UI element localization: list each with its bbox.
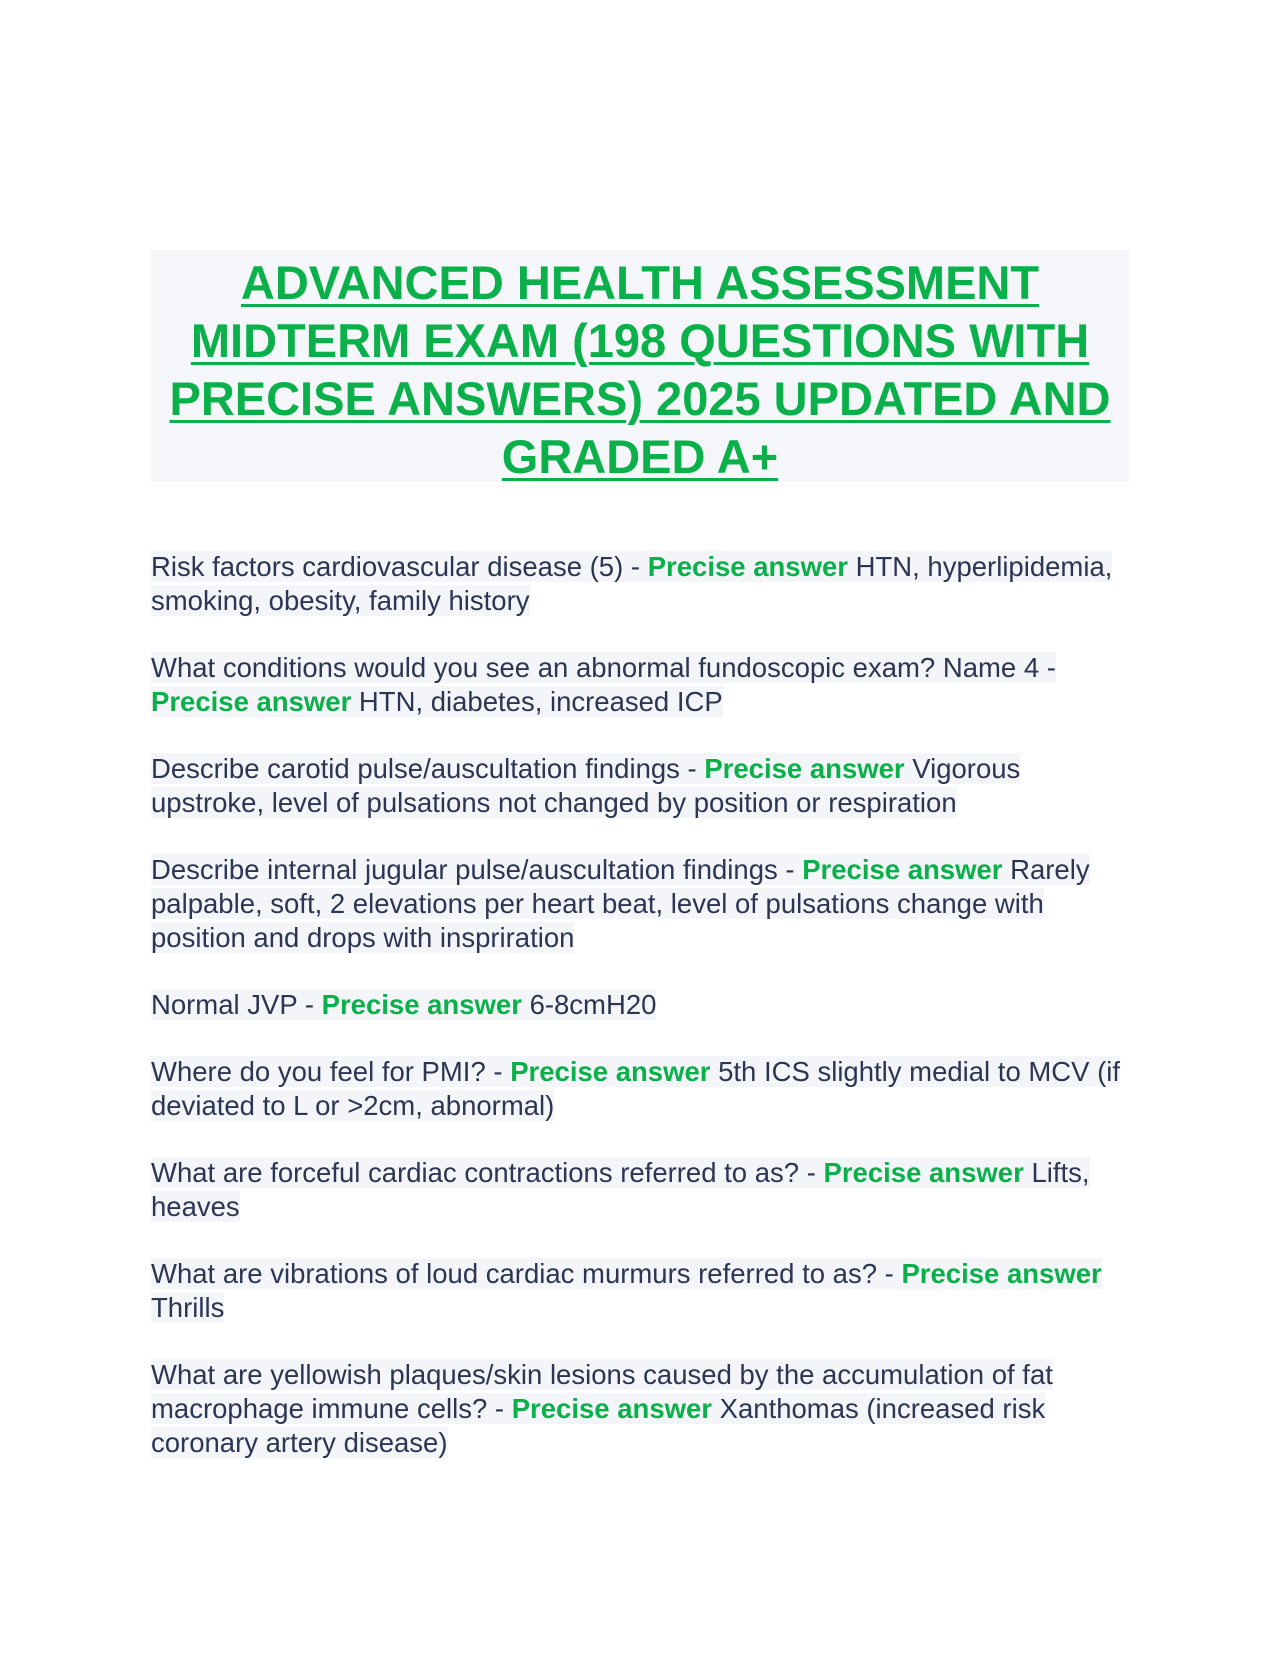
qa-item xyxy=(151,1055,1131,1123)
qa-item xyxy=(151,1257,1131,1325)
answer-text: 6-8cmH20 xyxy=(529,989,657,1020)
answer-label: Precise answer xyxy=(802,854,1003,885)
answer-label: Precise answer xyxy=(321,989,522,1020)
answer-text: Thrills xyxy=(151,1292,225,1323)
question-text: What are vibrations of loud cardiac murmurs referred to as? - xyxy=(151,1258,902,1289)
answer-label: Precise answer xyxy=(151,686,352,717)
answer-label: Precise answer xyxy=(510,1056,711,1087)
qa-item xyxy=(151,988,1131,1022)
answer-label: Precise answer xyxy=(511,1393,712,1424)
qa-item xyxy=(151,651,1131,719)
answer-label: Precise answer xyxy=(704,753,905,784)
answer-text: Vigorous upstroke, level of pulsations not changed by position or respiration xyxy=(151,753,1021,818)
qa-item xyxy=(151,1156,1131,1224)
document-title: ADVANCED HEALTH ASSESSMENT MIDTERM EXAM (198 QUESTIONS WITH PRECISE ANSWERS) 2025 UPDATED AND GRADED A+ xyxy=(169,256,1111,483)
title-block xyxy=(151,250,1129,482)
question-text: What are forceful cardiac contractions referred to as? - xyxy=(151,1157,824,1188)
question-text: What conditions would you see an abnormal fundoscopic exam? Name 4 - xyxy=(151,652,1056,683)
answer-label: Precise answer xyxy=(823,1157,1024,1188)
answer-text: HTN, hyperlipidemia, smoking, obesity, family history xyxy=(151,551,1113,616)
answer-text: 5th ICS slightly medial to MCV (if deviated to L or >2cm, abnormal) xyxy=(151,1056,1121,1121)
answer-text: Xanthomas (increased risk coronary artery disease) xyxy=(151,1393,1046,1458)
qa-item xyxy=(151,853,1131,955)
question-text: Normal JVP - xyxy=(151,989,322,1020)
answer-label: Precise answer xyxy=(647,551,848,582)
qa-item xyxy=(151,1358,1131,1460)
qa-item xyxy=(151,550,1131,618)
answer-text: Rarely palpable, soft, 2 elevations per heart beat, level of pulsations change with position and drops with inspriration xyxy=(151,854,1090,953)
question-text: Describe internal jugular pulse/auscultation findings - xyxy=(151,854,803,885)
answer-text: HTN, diabetes, increased ICP xyxy=(358,686,723,717)
answer-text: Lifts, heaves xyxy=(151,1157,1090,1222)
question-text: What are yellowish plaques/skin lesions caused by the accumulation of fat macrophage immune cells? - xyxy=(151,1359,1053,1424)
answer-label: Precise answer xyxy=(901,1258,1102,1289)
qa-item xyxy=(151,752,1131,820)
question-text: Where do you feel for PMI? - xyxy=(151,1056,511,1087)
question-text: Risk factors cardiovascular disease (5) - xyxy=(151,551,648,582)
question-text: Describe carotid pulse/auscultation findings - xyxy=(151,753,705,784)
qa-list xyxy=(151,550,1131,1493)
